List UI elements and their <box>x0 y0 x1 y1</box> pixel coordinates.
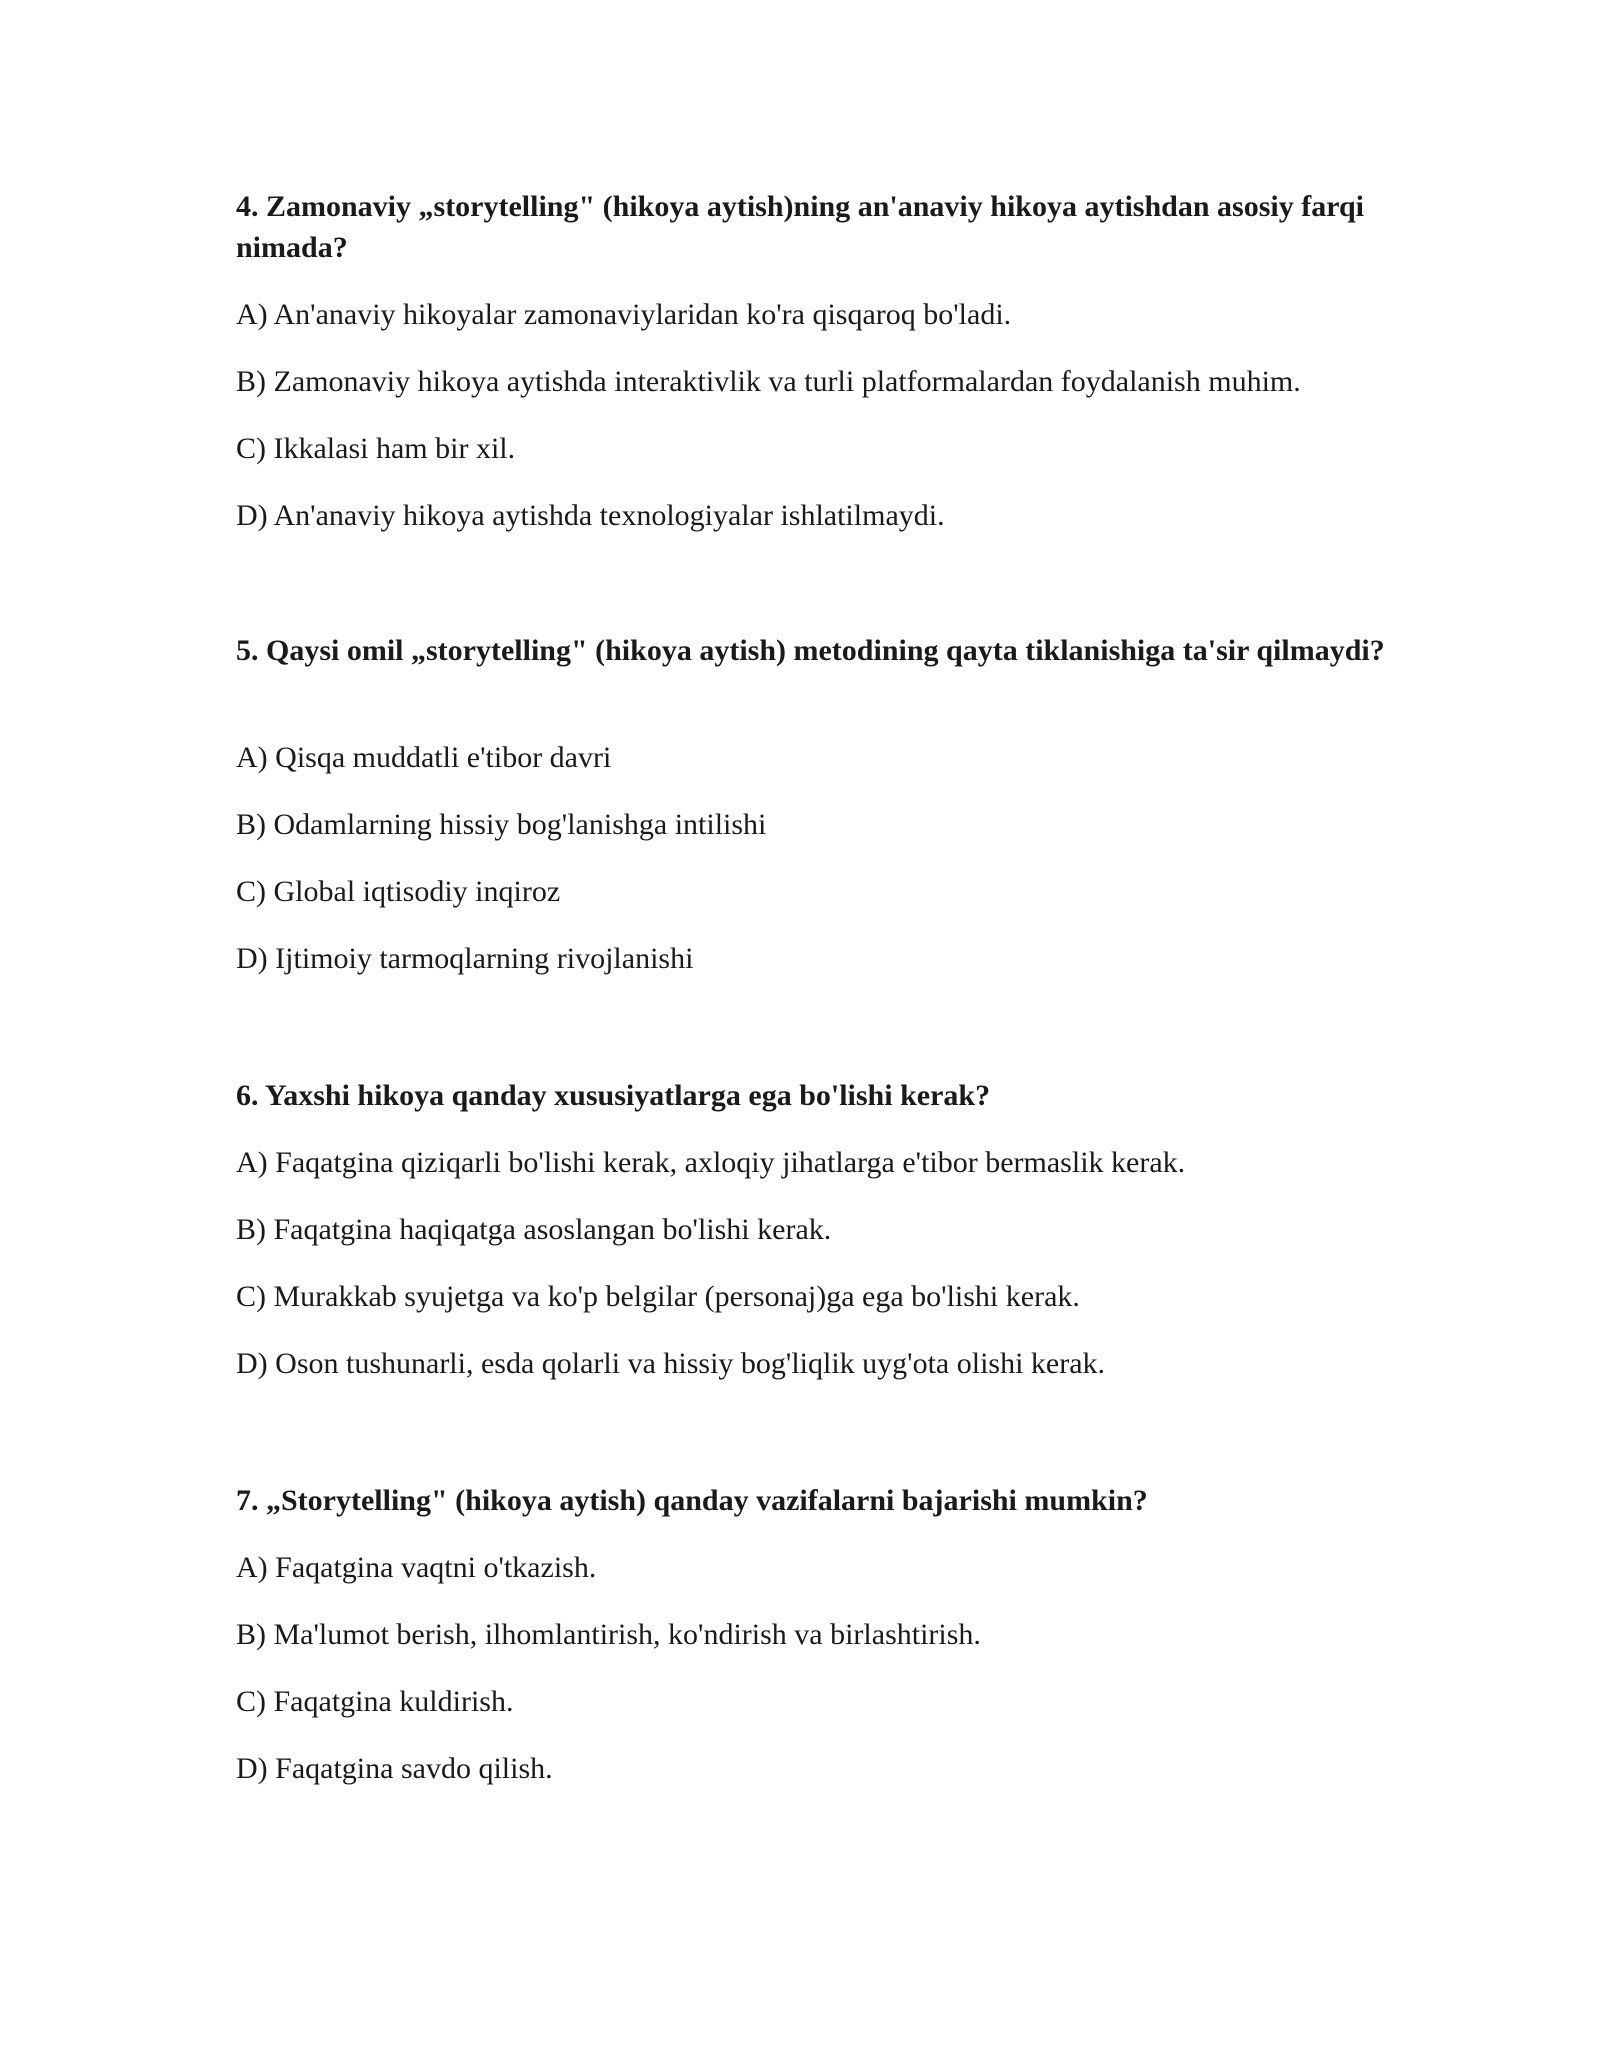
question-7 <box>236 1480 1416 1785</box>
option-a: A) Faqatgina qiziqarli bo'lishi kerak, axloqiy jihatlarga e'tibor bermaslik kerak. <box>236 1146 1186 1179</box>
question-5 <box>236 630 1416 975</box>
question-title: 6. Yaxshi hikoya qanday xususiyatlarga ega bo'lishi kerak? <box>236 1079 991 1112</box>
option-d: D) Faqatgina savdo qilish. <box>236 1752 553 1785</box>
question-title: 4. Zamonaviy „storytelling" (hikoya aytish)ning an'anaviy hikoya aytishdan asosiy farqi nimada? <box>236 190 1364 264</box>
option-d: D) Ijtimoiy tarmoqlarning rivojlanishi <box>236 942 694 975</box>
option-d: D) Oson tushunarli, esda qolarli va hissiy bog'liqlik uyg'ota olishi kerak. <box>236 1347 1106 1380</box>
question-title: 5. Qaysi omil „storytelling" (hikoya aytish) metodining qayta tiklanishiga ta'sir qilmaydi? <box>236 634 1385 667</box>
option-c: C) Faqatgina kuldirish. <box>236 1685 514 1718</box>
option-b: B) Odamlarning hissiy bog'lanishga intilishi <box>236 808 767 841</box>
option-a: A) Qisqa muddatli e'tibor davri <box>236 741 612 774</box>
document-page <box>236 0 1416 2070</box>
option-c: C) Ikkalasi ham bir xil. <box>236 432 516 465</box>
option-a: A) Faqatgina vaqtni o'tkazish. <box>236 1551 597 1584</box>
option-b: B) Faqatgina haqiqatga asoslangan bo'lishi kerak. <box>236 1213 832 1246</box>
option-d: D) An'anaviy hikoya aytishda texnologiyalar ishlatilmaydi. <box>236 499 945 532</box>
option-b: B) Zamonaviy hikoya aytishda interaktivlik va turli platformalardan foydalanish muhim. <box>236 365 1301 398</box>
option-b: B) Ma'lumot berish, ilhomlantirish, ko'ndirish va birlashtirish. <box>236 1618 981 1651</box>
option-c: C) Murakkab syujetga va ko'p belgilar (personaj)ga ega bo'lishi kerak. <box>236 1280 1080 1313</box>
question-4 <box>236 186 1416 532</box>
question-6 <box>236 1075 1416 1380</box>
option-c: C) Global iqtisodiy inqiroz <box>236 875 561 908</box>
option-a: A) An'anaviy hikoyalar zamonaviylaridan ko'ra qisqaroq bo'ladi. <box>236 298 1012 331</box>
question-title: 7. „Storytelling" (hikoya aytish) qanday vazifalarni bajarishi mumkin? <box>236 1484 1148 1517</box>
